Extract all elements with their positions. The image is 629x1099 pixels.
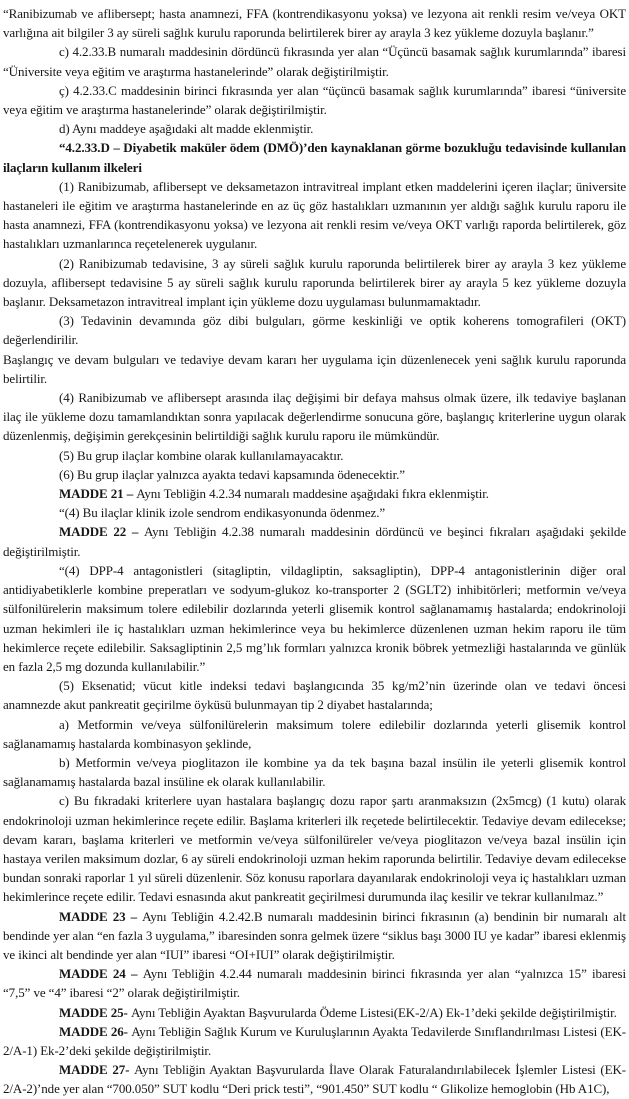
- text-run: d) Aynı maddeye aşağıdaki alt madde eklenmiştir.: [59, 121, 314, 137]
- text-run: (5) Bu grup ilaçlar kombine olarak kullanılamayacaktır.: [59, 447, 344, 463]
- text-run: Aynı Tebliğin Ayaktan Başvurularda Ödeme Listesi(EK-2/A) Ek-1’deki şekilde değiştirilmiştir.: [130, 1004, 617, 1020]
- text-run: Aynı Tebliğin Sağlık Kurum ve Kuruluşlarının Ayakta Tedavilerde Sınıflandırılması Listesi (EK-2/A-1) Ek-2’deki şekilde değiştirilmiştir.: [3, 1023, 626, 1058]
- text-run: Aynı Tebliğin 4.2.44 numaralı maddesinin birinci fıkrasında yer alan “yalnızca 15” ibaresi “7,5” ve “4” ibaresi “2” olarak değiştirilmiştir.: [3, 966, 626, 1001]
- text-run: (5) Eksenatid; vücut kitle indeksi tedavi başlangıcında 35 kg/m2’nin üzerinde olan ve tedavi öncesi anamnezde akut pankreatit geçirilme öyküsü bulunmayan tip 2 diyabet hastalarında;: [3, 678, 626, 713]
- paragraph: [3, 561, 626, 676]
- text-run: (3) Tedavinin devamında göz dibi bulguları, görme keskinliği ve optik koherens tomografileri (OKT) değerlendirilir.: [3, 313, 626, 348]
- text-run: “Ranibizumab ve aflibersept; hasta anamnezi, FFA (kontrendikasyonu yoksa) ve lezyona ait renkli resim ve/veya OKT varlığına ait bilgiler 3 ay süreli sağlık kurulu raporunda belirtilerek birer ay arayla 3 kez yükleme dozuyla başlanır.”: [3, 6, 626, 41]
- document-body: [3, 4, 626, 1099]
- paragraph: [3, 311, 626, 349]
- bold-text-run: MADDE 26-: [59, 1023, 132, 1039]
- text-run: Aynı Tebliğin 4.2.42.B numaralı maddesinin birinci fıkrasının (a) bendinin bir numaralı alt bendinde yer alan “en fazla 3 uygulama,” ibaresinden sonra gelmek üzere “siklus başı 3000 IU ye kadar” ibaresi eklenmiş ve ikinci alt bendinde yer alan “IUI” ibaresi “OI+IUI” olarak değiştirilmiştir.: [3, 908, 626, 962]
- paragraph: [3, 484, 626, 503]
- paragraph: [3, 1003, 626, 1022]
- paragraph: [3, 177, 626, 254]
- text-run: a) Metformin ve/veya sülfonilürelerin maksimum tolere edilebilir dozlarında yeterli glisemik kontrol sağlanamamış hastalarda kombinasyon şeklinde,: [3, 716, 626, 751]
- paragraph: [3, 465, 626, 484]
- paragraph: [3, 254, 626, 312]
- paragraph: [3, 446, 626, 465]
- paragraph: [3, 119, 626, 138]
- text-run: “(4) DPP-4 antagonistleri (sitagliptin, vildagliptin, saksagliptin), DPP-4 antagonistlerinin diğer oral antidiyabetiklerle kombine preperatları ve sodyum-glukoz ko-transporter 2 (SGLT2) inhibitörleri; metformin ve/veya sülfonilürelerin maksimum tolere edilebilir dozlarında yeterli glisemik kontrol sağlanamamış hastalarda; endokrinoloji uzman hekimleri ile iç hastalıkları uzman hekimlerince veya bu hekimlerce düzenlenen uzman hekim raporu ile tüm hekimlerce reçete edilebilir. Saksagliptinin 2,5 mg’lık formları yalnızca kronik böbrek yetmezliği hastalarında ve günlük en fazla 2,5 mg dozunda kullanılabilir.”: [3, 562, 626, 674]
- paragraph: [3, 503, 626, 522]
- paragraph: [3, 753, 626, 791]
- paragraph: [3, 1022, 626, 1060]
- text-run: (6) Bu grup ilaçlar yalnızca ayakta tedavi kapsamında ödenecektir.”: [59, 466, 405, 482]
- text-run: Aynı Tebliğin 4.2.34 numaralı maddesine aşağıdaki fıkra eklenmiştir.: [136, 486, 489, 502]
- paragraph: [3, 388, 626, 446]
- bold-text-run: “4.2.33.D – Diyabetik maküler ödem (DMÖ)’den kaynaklanan görme bozukluğu tedavisinde kullanılan ilaçların kullanım ilkeleri: [3, 140, 626, 175]
- text-run: c) 4.2.33.B numaralı maddesinin dördüncü fıkrasında yer alan “Üçüncü basamak sağlık kurumlarında” ibaresi “Üniversite veya eğitim ve araştırma hastanelerinde” olarak değiştirilmiştir.: [3, 44, 626, 79]
- paragraph: [3, 715, 626, 753]
- text-run: c) Bu fıkradaki kriterlere uyan hastalara başlangıç dozu rapor şartı aranmaksızın (2x5mcg) (1 kutu) olarak endokrinoloji uzman hekimlerince reçete edilir. Başlama kriterleri ilk reçetede belirtilecektir. Tedaviye devam edilecekse; devam kararı, başlama kriterleri ve metformin ve/veya sülfonilüreler ve/veya pioglitazon ve/veya bazal insülin için hastaya verilen maksimum dozlar, 6 ay süreli endokrinoloji uzman hekim raporunda belirtilir. Tedaviye devam edilecekse bundan sonraki raporlar 1 yıl süreli düzenlenir. Söz konusu raporlara dayanılarak endokrinoloji veya iç hastalıkları uzman hekimlerince reçete edilir. Tedavi esnasında akut pankreatit geçirilmesi durumunda ilaç kesilir ve tekrar kullanılmaz.”: [3, 793, 626, 905]
- paragraph: [3, 4, 626, 42]
- paragraph: [3, 1060, 626, 1098]
- bold-text-run: MADDE 25-: [59, 1004, 131, 1020]
- bold-text-run: MADDE 24 –: [59, 966, 143, 982]
- text-run: Başlangıç ve devam bulguları ve tedaviye devam kararı her uygulama için düzenlenecek yeni sağlık kurulu raporunda belirtilir.: [3, 351, 626, 386]
- bold-text-run: MADDE 23 –: [59, 908, 143, 924]
- bold-text-run: MADDE 21 –: [59, 486, 137, 502]
- text-run: b) Metformin ve/veya pioglitazon ile kombine ya da tek başına bazal insülin ile yeterli glisemik kontrol sağlanamamış hastalarda bazal insüline ek olarak kullanılabilir.: [3, 754, 626, 790]
- paragraph: [3, 81, 626, 119]
- paragraph: [3, 138, 626, 176]
- text-run: ç) 4.2.33.C maddesinin birinci fıkrasında yer alan “üçüncü basamak sağlık kurumlarında” ibaresi “üniversite veya eğitim ve araştırma hastanelerinde” olarak değiştirilmiştir.: [3, 82, 626, 118]
- text-run: (1) Ranibizumab, aflibersept ve deksametazon intravitreal implant etken maddelerini içeren ilaçlar; üniversite hastaneleri ile eğitim ve araştırma hastanelerinde en az üç göz hastalıkları uzmanının yer aldığı sağlık kurulu raporu ile hasta anamnezi, FFA (kontrendikasyonu yoksa) ve lezyona ait renkli resim ve/veya OKT varlığı raporda belirtilerek, göz hastalıkları uzmanlarınca reçetelenerek uygulanır.: [3, 178, 626, 252]
- paragraph: [3, 676, 626, 714]
- paragraph: [3, 907, 626, 965]
- bold-text-run: MADDE 27-: [59, 1062, 135, 1078]
- paragraph: [3, 791, 626, 906]
- text-run: Aynı Tebliğin Ayaktan Başvurularda İlave Olarak Faturalandırılabilecek İşlemler Listesi (EK-2/A-2)’nde yer alan “700.050” SUT kodlu “Deri prick testi”, “901.450” SUT kodlu “ Glikolize hemoglobin (Hb A1C),: [3, 1062, 626, 1097]
- paragraph: [3, 42, 626, 80]
- paragraph: [3, 522, 626, 560]
- text-run: “(4) Bu ilaçlar klinik izole sendrom endikasyonunda ödenmez.”: [59, 505, 386, 521]
- text-run: (4) Ranibizumab ve aflibersept arasında ilaç değişimi bir defaya mahsus olmak üzere, ilk tedaviye başlanan ilaç ile yükleme dozu tamamlandıktan sonra yapılacak değerlendirme sonucuna göre, başlangıç kriterlerine uygun olarak düzenlenmiş, değişimin gerekçesinin belirtildiği sağlık kurulu raporu ile mümkündür.: [3, 390, 626, 444]
- text-run: (2) Ranibizumab tedavisine, 3 ay süreli sağlık kurulu raporunda belirtilerek birer ay arayla 3 kez yükleme dozuyla, aflibersept tedavisine 5 ay süreli sağlık kurulu raporunda belirtilerek birer ay arayla 5 kez yükleme dozuyla başlanır. Deksametazon intravitreal implant için yükleme dozu uygulaması bulunmamaktadır.: [3, 255, 626, 310]
- paragraph: [3, 350, 626, 388]
- bold-text-run: MADDE 22 –: [59, 524, 145, 540]
- text-run: Aynı Tebliğin 4.2.38 numaralı maddesinin dördüncü ve beşinci fıkraları aşağıdaki şekilde değiştirilmiştir.: [3, 524, 626, 559]
- paragraph: [3, 964, 626, 1002]
